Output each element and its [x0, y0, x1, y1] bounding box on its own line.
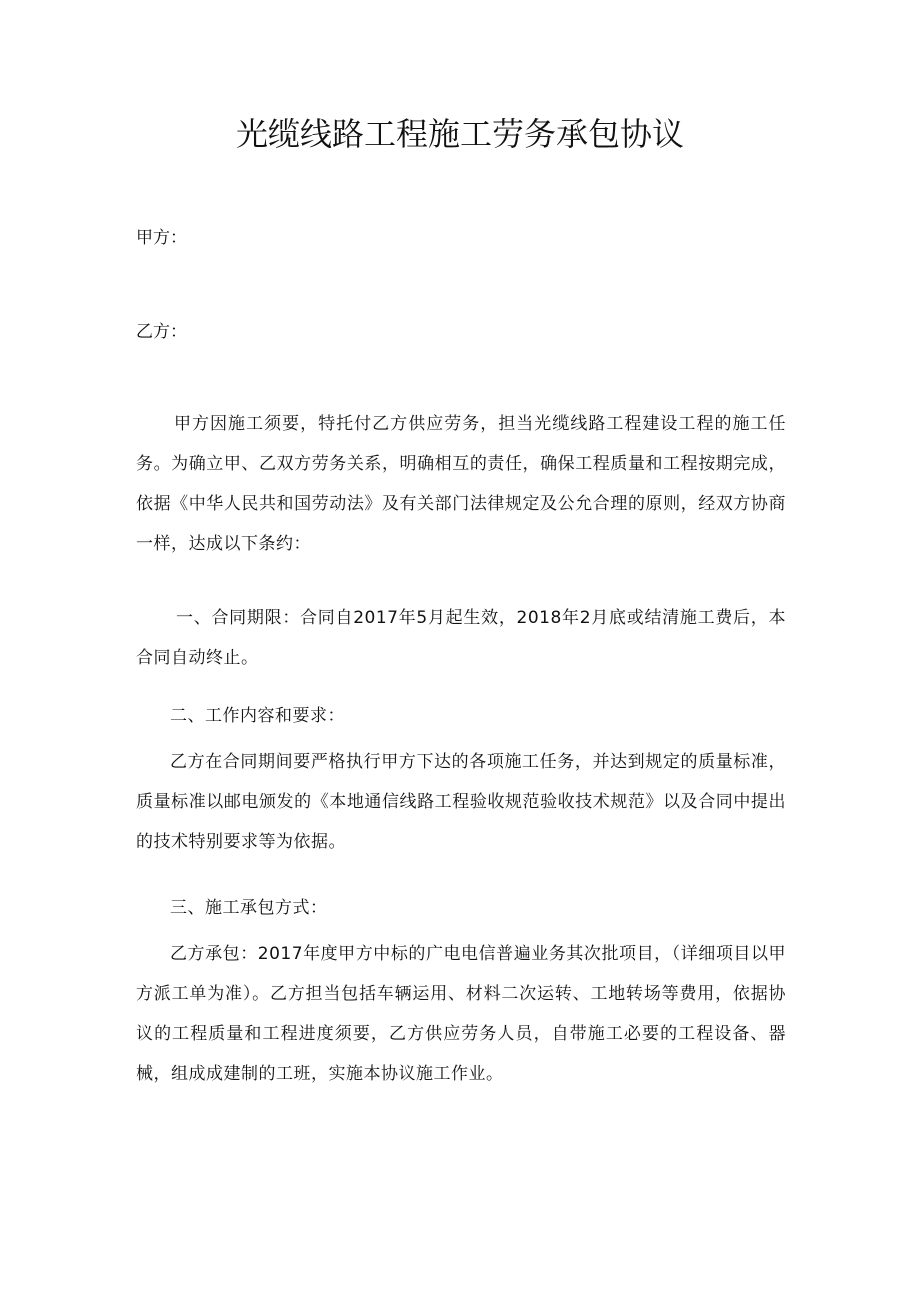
clause-2-paragraph: 乙方在合同期间要严格执行甲方下达的各项施工任务，并达到规定的质量标准，质量标准以邮电颁发的《本地通信线路工程验收规范验收技术规范》以及合同中提出的技术特别要求等为依据。 — [136, 752, 786, 852]
clause-2-heading: 二、工作内容和要求： — [170, 706, 345, 726]
party-a-label: 甲方： — [136, 228, 187, 248]
party-b-label: 乙方： — [136, 322, 187, 342]
clause-1-paragraph: 一、合同期限：合同自2017年5月起生效，2018年2月底或结清施工费后，本合同自动终止。 — [136, 608, 786, 668]
document-title: 光缆线路工程施工劳务承包协议 — [235, 115, 684, 153]
clause-3-paragraph: 乙方承包：2017年度甲方中标的广电电信普遍业务其次批项目，（详细项目以甲方派工单为准）。乙方担当包括车辆运用、材料二次运转、工地转场等费用，依据协议的工程质量和工程进度须要，乙方供应劳务人员，自带施工必要的工程设备、器械，组成成建制的工班，实施本协议施工作业。 — [136, 944, 786, 1084]
clause-3-heading: 三、施工承包方式： — [170, 898, 328, 918]
intro-paragraph: 甲方因施工须要，特托付乙方供应劳务，担当光缆线路工程建设工程的施工任务。为确立甲、乙双方劳务关系，明确相互的责任，确保工程质量和工程按期完成，依据《中华人民共和国劳动法》及有关部门法律规定及公允合理的原则，经双方协商一样，达成以下条约： — [136, 414, 786, 554]
